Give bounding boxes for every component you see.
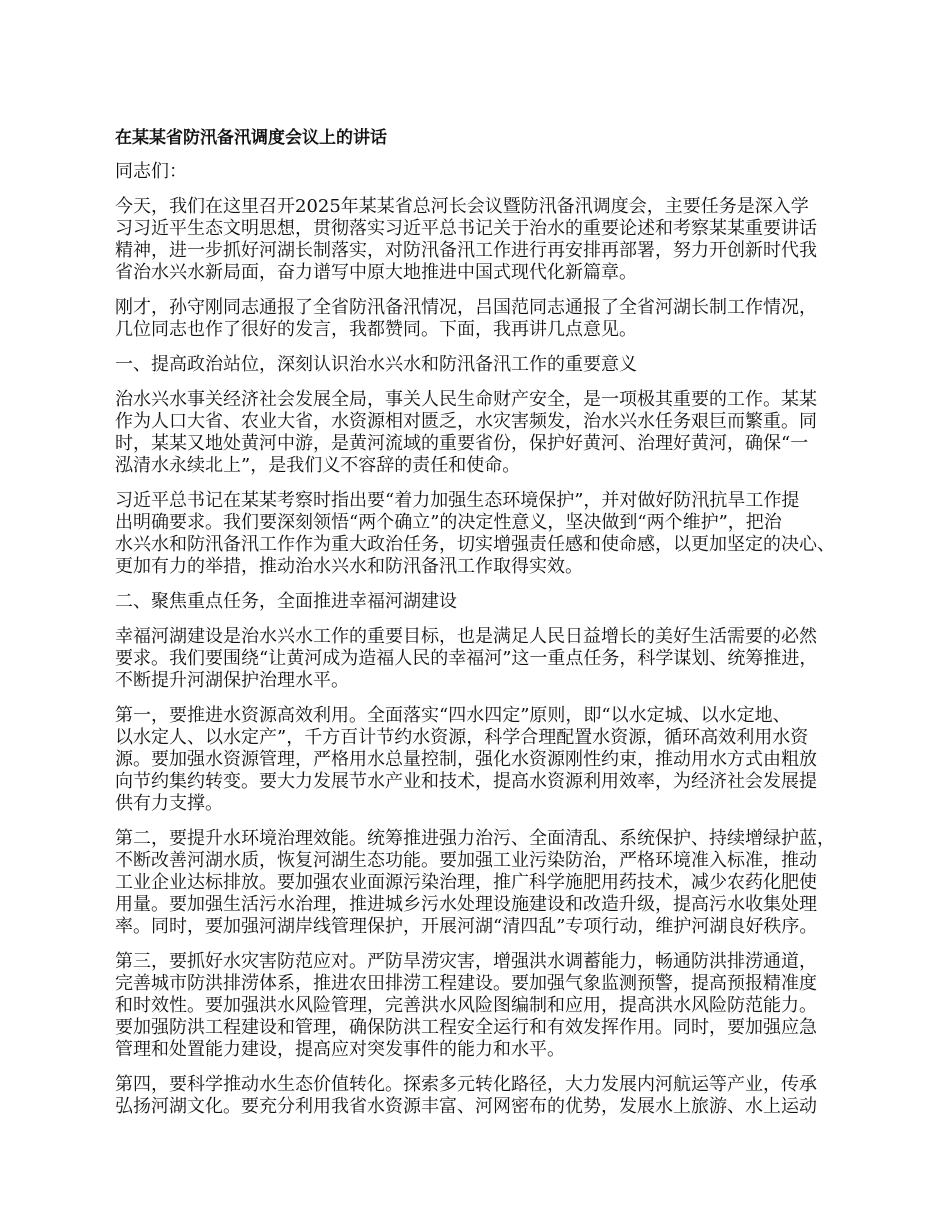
document-page xyxy=(115,127,845,1131)
text-line: 幸福河湖建设是治水兴水工作的重要目标，也是满足人民日益增长的美好生活需要的必然 xyxy=(115,626,817,647)
paragraph xyxy=(115,828,845,938)
text-line: 工业企业达标排放。要加强农业面源污染治理，推广科学施肥用药技术，减少农药化肥使 xyxy=(115,872,817,893)
paragraph xyxy=(115,389,845,477)
text-line: 作为人口大省、农业大省，水资源相对匮乏，水灾害频发，治水兴水任务艰巨而繁重。同 xyxy=(115,411,817,432)
paragraph xyxy=(115,196,845,284)
text-line: 更加有力的举措，推动治水兴水和防汛备汛工作取得实效。 xyxy=(115,556,583,577)
text-line: 和时效性。要加强洪水风险管理，完善洪水风险图编制和应用，提高洪水风险防范能力。 xyxy=(115,995,817,1016)
text-line: 向节约集约转变。要大力发展节水产业和技术，提高水资源利用效率，为经济社会发展提 xyxy=(115,771,817,792)
text-line: 一、提高政治站位，深刻认识治水兴水和防汛备汛工作的重要意义 xyxy=(115,354,637,375)
paragraph xyxy=(115,1074,845,1118)
paragraph xyxy=(115,951,845,1061)
text-line: 源。要加强水资源管理，严格用水总量控制，强化水资源刚性约束，推动用水方式由粗放 xyxy=(115,749,817,770)
paragraph xyxy=(115,705,845,815)
text-line: 弘扬河湖文化。要充分利用我省水资源丰富、河网密布的优势，发展水上旅游、水上运动 xyxy=(115,1096,817,1117)
text-line: 率。同时，要加强河湖岸线管理保护，开展河湖“清四乱”专项行动，维护河湖良好秩序。 xyxy=(115,916,818,937)
text-line: 完善城市防洪排涝体系，推进农田排涝工程建设。要加强气象监测预警，提高预报精准度 xyxy=(115,973,817,994)
text-line: 精神，进一步抓好河湖长制落实，对防汛备汛工作进行再安排再部署，努力开创新时代我 xyxy=(115,240,817,261)
text-line: 不断改善河湖水质，恢复河湖生态功能。要加强工业污染防治，严格环境准入标准，推动 xyxy=(115,850,817,871)
text-line: 时，某某又地处黄河中游，是黄河流域的重要省份，保护好黄河、治理好黄河，确保“一 xyxy=(115,433,809,454)
text-line: 省治水兴水新局面，奋力谱写中原大地推进中国式现代化新篇章。 xyxy=(115,262,637,283)
text-line: 不断提升河湖保护治理水平。 xyxy=(115,670,349,691)
text-line: 出明确要求。我们要深刻领悟“两个确立”的决定性意义，坚决做到“两个维护”，把治 xyxy=(115,512,782,533)
text-line: 几位同志也作了很好的发言，我都赞同。下面，我再讲几点意见。 xyxy=(115,319,637,340)
paragraph xyxy=(115,626,845,692)
text-line: 要加强防洪工程建设和管理，确保防洪工程安全运行和有效发挥作用。同时，要加强应急 xyxy=(115,1017,817,1038)
section-heading xyxy=(115,354,845,376)
text-line: 管理和处置能力建设，提高应对突发事件的能力和水平。 xyxy=(115,1039,565,1060)
text-line: 今天，我们在这里召开2025年某某省总河长会议暨防汛备汛调度会，主要任务是深入学 xyxy=(115,196,809,217)
text-line: 以水定人、以水定产”，千方百计节约水资源，科学合理配置水资源，循环高效利用水资 xyxy=(115,727,809,748)
text-line: 治水兴水事关经济社会发展全局，事关人民生命财产安全，是一项极其重要的工作。某某 xyxy=(115,389,817,410)
paragraph xyxy=(115,297,845,341)
text-line: 供有力支撑。 xyxy=(115,793,223,814)
paragraph xyxy=(115,161,845,183)
text-line: 要求。我们要围绕“让黄河成为造福人民的幸福河”这一重点任务，科学谋划、统筹推进， xyxy=(115,648,818,669)
text-line: 习习近平生态文明思想，贯彻落实习近平总书记关于治水的重要论述和考察某某重要讲话 xyxy=(115,218,817,239)
paragraph xyxy=(115,490,845,578)
document-body xyxy=(115,161,845,1118)
text-line: 同志们： xyxy=(115,161,187,182)
section-heading xyxy=(115,591,845,613)
text-line: 二、聚焦重点任务，全面推进幸福河湖建设 xyxy=(115,591,457,612)
text-line: 用量。要加强生活污水治理，推进城乡污水处理设施建设和改造升级，提高污水收集处理 xyxy=(115,894,817,915)
text-line: 第二，要提升水环境治理效能。统筹推进强力治污、全面清乱、系统保护、持续增绿护蓝， xyxy=(115,828,835,849)
text-line: 刚才，孙守刚同志通报了全省防汛备汛情况，吕国范同志通报了全省河湖长制工作情况， xyxy=(115,297,817,318)
text-line: 习近平总书记在某某考察时指出要“着力加强生态环境保护”，并对做好防汛抗旱工作提 xyxy=(115,490,800,511)
text-line: 水兴水和防汛备汛工作作为重大政治任务，切实增强责任感和使命感，以更加坚定的决心、 xyxy=(115,534,835,555)
text-line: 第一，要推进水资源高效利用。全面落实“四水四定”原则，即“以水定城、以水定地、 xyxy=(115,705,791,726)
text-line: 第三，要抓好水灾害防范应对。严防旱涝灾害，增强洪水调蓄能力，畅通防洪排涝通道， xyxy=(115,951,817,972)
text-line: 第四，要科学推动水生态价值转化。探索多元转化路径，大力发展内河航运等产业，传承 xyxy=(115,1074,817,1095)
text-line: 泓清水永续北上”，是我们义不容辞的责任和使命。 xyxy=(115,455,521,476)
document-title: 在某某省防汛备汛调度会议上的讲话 xyxy=(115,128,387,148)
